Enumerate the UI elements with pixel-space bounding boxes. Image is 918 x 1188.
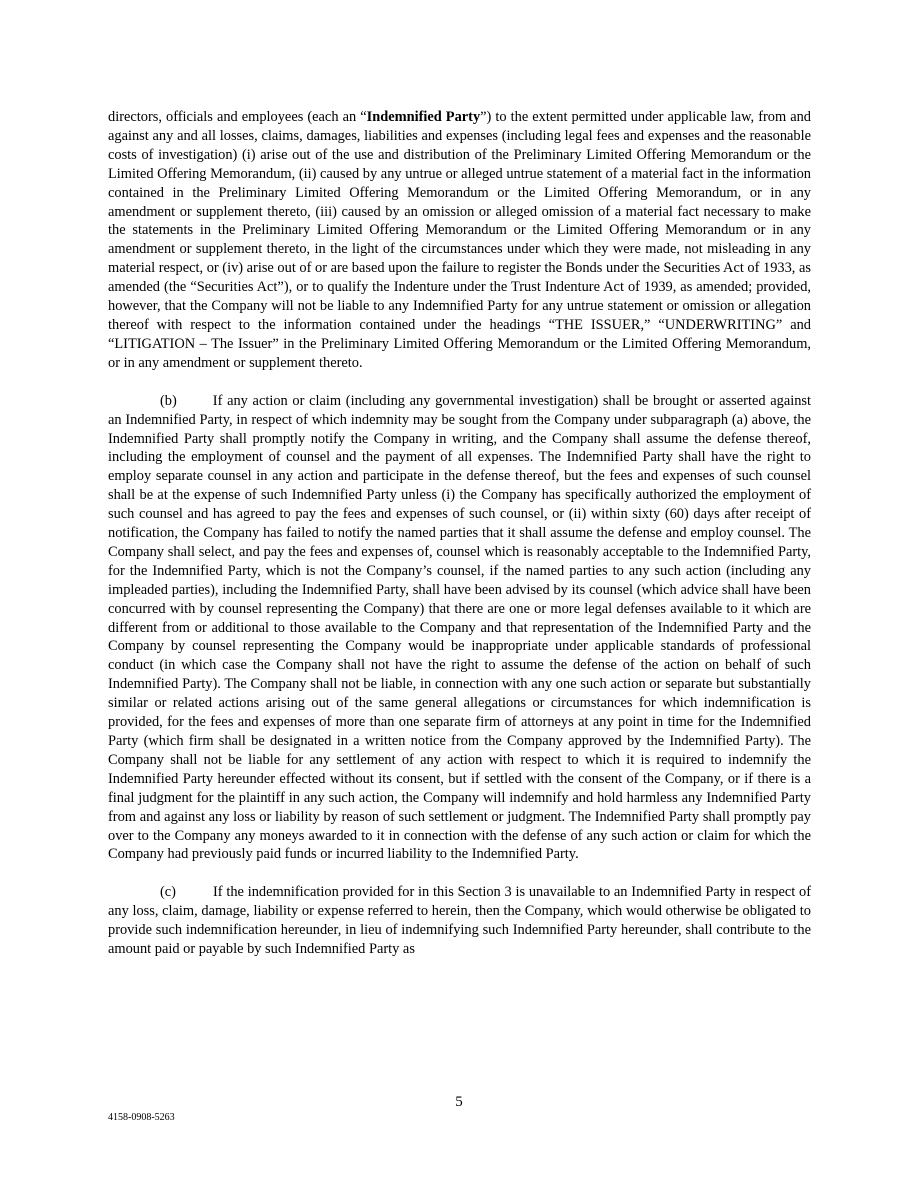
paragraph-a-continuation — [108, 108, 811, 373]
paragraph-a-text-before-term: directors, officials and employees (each an “ — [108, 109, 367, 125]
document-id: 4158-0908-5263 — [108, 1112, 175, 1123]
document-body — [108, 108, 811, 978]
paragraph-b-text: If any action or claim (including any governmental investigation) shall be brought or asserted against an Indemnified Party, in respect of which indemnity may be sought from the Company under subparagraph (a) above, the Indemnified Party shall promptly notify the Company in writing, and the Company shall assume the defense thereof, including the employment of counsel and the payment of all expenses. The Indemnified Party shall have the right to employ separate counsel in any action and participate in the defense thereof, but the fees and expenses of such counsel shall be at the expense of such Indemnified Party unless (i) the Company has specifically authorized the employment of such counsel and has agreed to pay the fees and expenses of such counsel, or (ii) within sixty (60) days after receipt of notification, the Company has failed to notify the named parties that it shall assume the defense and employ counsel. The Company shall select, and pay the fees and expenses of, counsel which is reasonably acceptable to the Indemnified Party, for the Indemnified Party, which is not the Company’s counsel, if the named parties to any such action (including any impleaded parties), including the Indemnified Party, shall have been advised by its counsel (which advice shall have been concurred with by counsel representing the Company) that there are one or more legal defenses available to it which are different from or additional to those available to the Company and that representation of the Indemnified Party and the Company by counsel representing the Company would be inappropriate under applicable standards of professional conduct (in which case the Company shall not have the right to assume the defense of the action on behalf of such Indemnified Party). The Company shall not be liable, in connection with any one such action or separate but substantially similar or related actions arising out of the same general allegations or circumstances for which indemnification is provided, for the fees and expenses of more than one separate firm of attorneys at any point in time for the Indemnified Party (which firm shall be designated in a written notice from the Company approved by the Indemnified Party). The Company shall not be liable for any settlement of any action with respect to which it is required to indemnify the Indemnified Party hereunder effected without its consent, but if settled with the consent of the Company, or if there is a final judgment for the plaintiff in any such action, the Company will indemnify and hold harmless any Indemnified Party from and against any loss or liability by reason of such settlement or judgment. The Indemnified Party shall promptly pay over to the Company any moneys awarded to it in connection with the defense of any such action or claim for which the Company had previously paid funds or incurred liability to the Indemnified Party. — [108, 392, 811, 863]
paragraph-a-text-after-term: ”) to the extent permitted under applicable law, from and against any and all losses, claims, damages, liabilities and expenses (including legal fees and expenses and the reasonable costs of investigation) (i) arise out of the use and distribution of the Preliminary Limited Offering Memorandum or the Limited Offering Memorandum, (ii) caused by any untrue or alleged untrue statement of a material fact in the information contained in the Preliminary Limited Offering Memorandum or the Limited Offering Memorandum, or in any amendment or supplement thereto, (iii) caused by an omission or alleged omission of a material fact necessary to make the statements in the Preliminary Limited Offering Memorandum or the Limited Offering Memorandum or in any amendment or supplement thereto, in the light of the circumstances under which they were made, not misleading in any material respect, or (iv) arise out of or are based upon the failure to register the Bonds under the Securities Act of 1933, as amended (the “Securities Act”), or to qualify the Indenture under the Trust Indenture Act of 1939, as amended; provided, however, that the Company will not be liable to any Indemnified Party for any untrue statement or omission or allegation thereof with respect to the information contained under the headings “THE ISSUER,” “UNDERWRITING” and “LITIGATION – The Issuer” in the Preliminary Limited Offering Memorandum or the Limited Offering Memorandum, or in any amendment or supplement thereto. — [108, 109, 811, 371]
paragraph-b-marker: (b) — [160, 392, 177, 409]
paragraph-c-text: If the indemnification provided for in this Section 3 is unavailable to an Indemnified Party in respect of any loss, claim, damage, liability or expense referred to herein, then the Company, which would otherwise be obligated to provide such indemnification hereunder, in lieu of indemnifying such Indemnified Party hereunder, shall contribute to the amount paid or payable by such Indemnified Party as — [108, 884, 811, 958]
page-number: 5 — [455, 1094, 463, 1110]
paragraph-b — [108, 392, 811, 865]
defined-term-indemnified-party: Indemnified Party — [366, 109, 481, 125]
paragraph-c — [108, 883, 811, 959]
paragraph-c-marker: (c) — [160, 884, 176, 901]
